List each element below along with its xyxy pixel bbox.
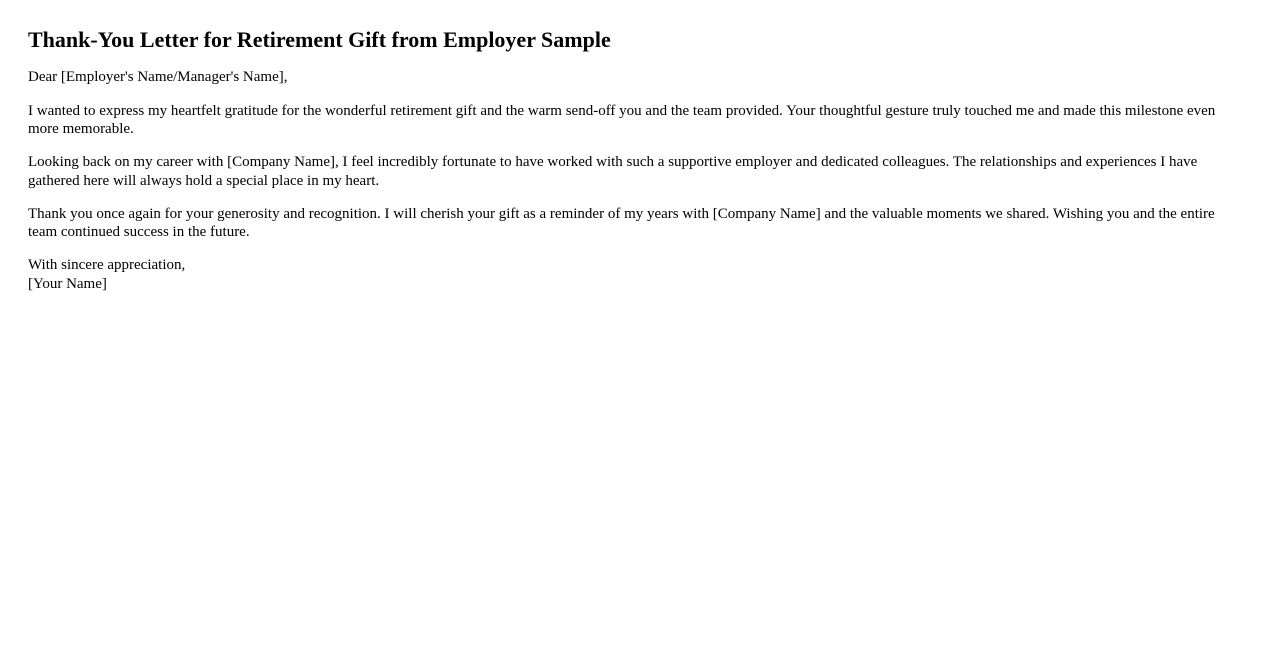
valediction-line: With sincere appreciation,: [28, 257, 186, 274]
closing-block: [28, 256, 1244, 293]
body-paragraph: Thank you once again for your generosity and recognition. I will cherish your gift as a reminder of my years with [Company Name] and the valuable moments we shared. Wishing you and the entire team continued success in the future.: [28, 205, 1215, 241]
page-title: Thank-You Letter for Retirement Gift from Employer Sample: [28, 27, 611, 52]
body-paragraph: Looking back on my career with [Company Name], I feel incredibly fortunate to have worked with such a supportive employer and dedicated colleagues. The relationships and experiences I have gathered here will always hold a special place in my heart.: [28, 154, 1198, 189]
salutation-line: Dear [Employer's Name/Manager's Name],: [28, 69, 288, 86]
signature-placeholder: [Your Name]: [28, 275, 107, 292]
body-paragraph: I wanted to express my heartfelt gratitude for the wonderful retirement gift and the warm send-off you and the team provided. Your thoughtful gesture truly touched me and made this milestone even more memorable.: [28, 102, 1216, 137]
